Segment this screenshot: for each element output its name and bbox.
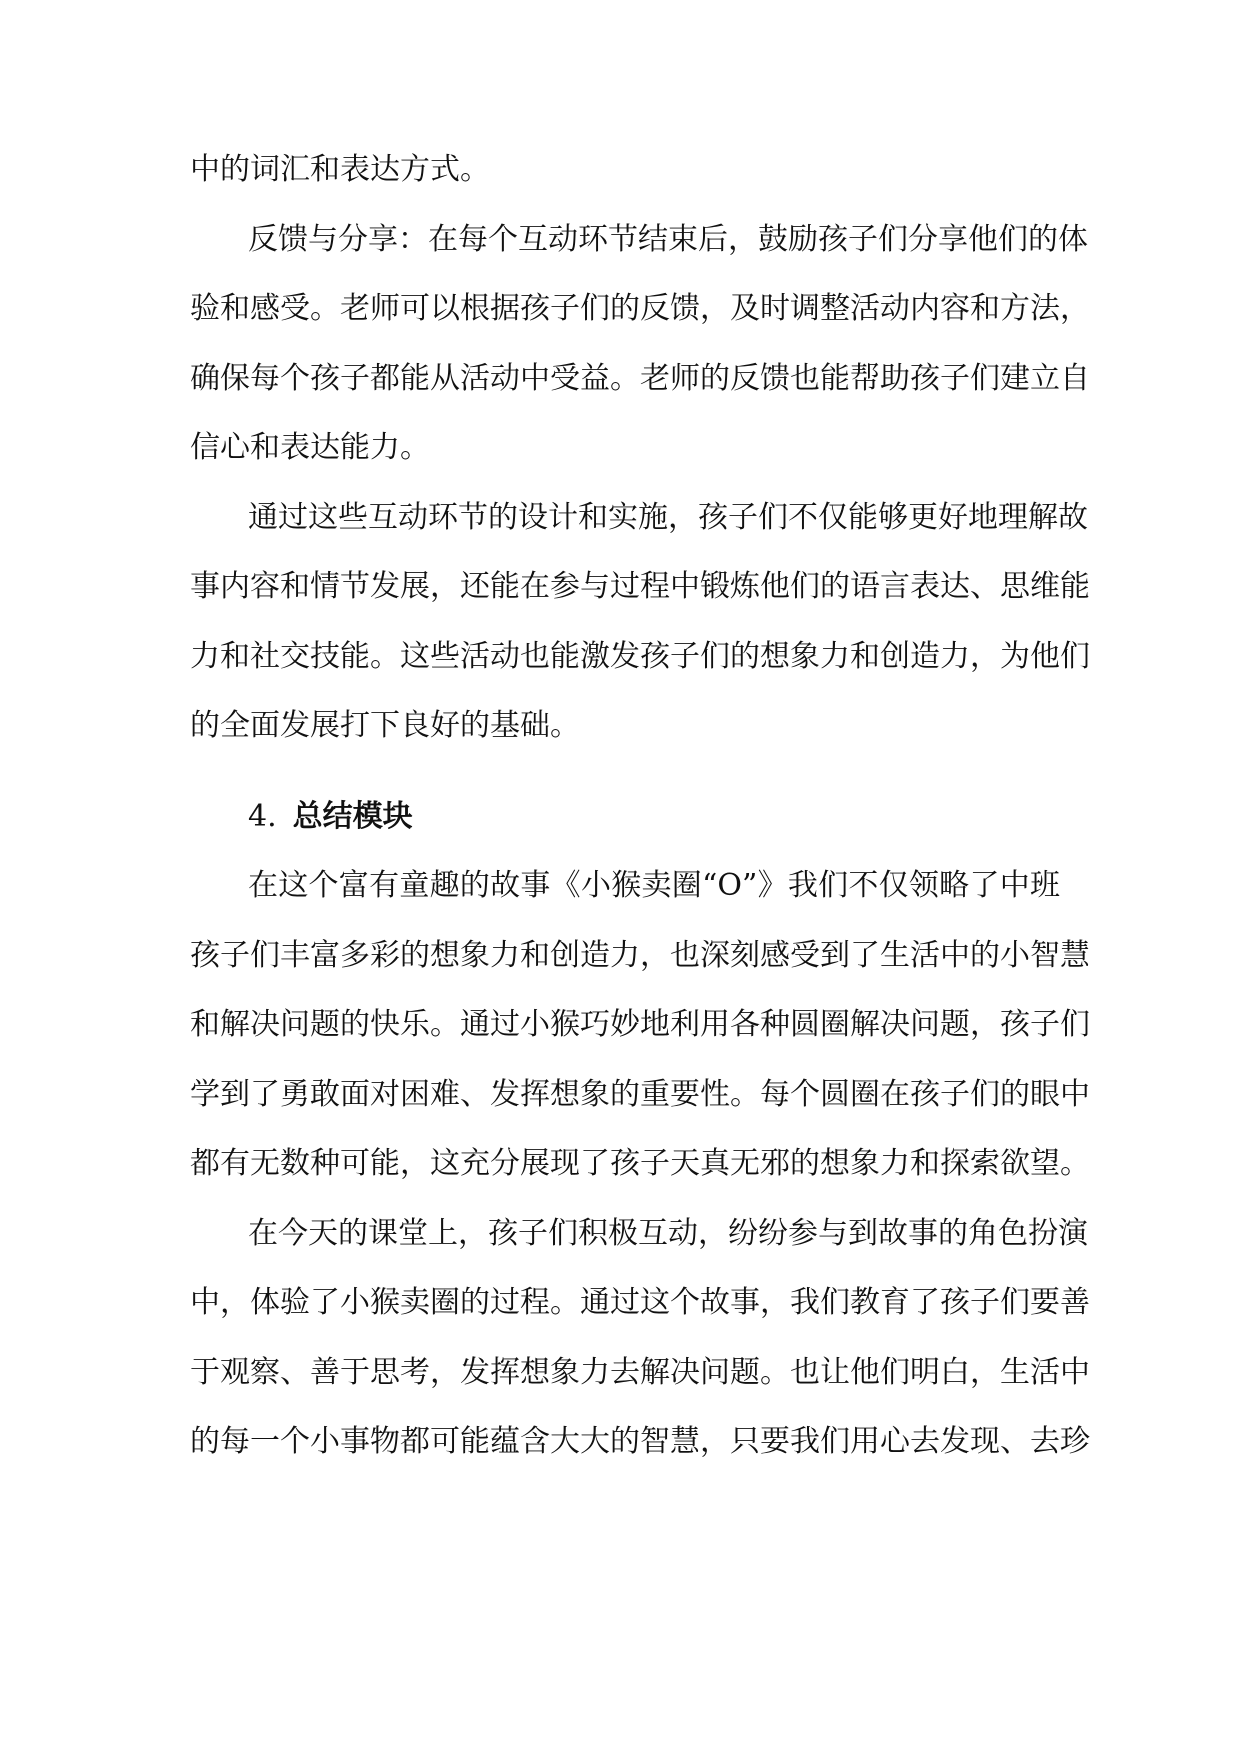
paragraph-line: 学到了勇敢面对困难、发挥想象的重要性。每个圆圈在孩子们的眼中 [190,1077,1090,1112]
paragraph-line: 确保每个孩子都能从活动中受益。老师的反馈也能帮助孩子们建立自 [190,361,1090,396]
paragraph-line: 信心和表达能力。 [190,430,430,465]
paragraph-line: 中的词汇和表达方式。 [190,152,490,187]
paragraph-line: 反馈与分享：在每个互动环节结束后，鼓励孩子们分享他们的体 [248,222,1088,257]
paragraph-line: 于观察、善于思考，发挥想象力去解决问题。也让他们明白，生活中 [190,1355,1090,1390]
section-title: 总结模块 [292,799,413,834]
paragraph-line: 都有无数种可能，这充分展现了孩子天真无邪的想象力和探索欲望。 [190,1146,1090,1181]
paragraph-line: 在今天的课堂上，孩子们积极互动，纷纷参与到故事的角色扮演 [248,1216,1088,1251]
paragraph-line: 中，体验了小猴卖圈的过程。通过这个故事，我们教育了孩子们要善 [190,1285,1090,1320]
paragraph-line: 通过这些互动环节的设计和实施，孩子们不仅能够更好地理解故 [248,500,1088,535]
paragraph-line: 验和感受。老师可以根据孩子们的反馈，及时调整活动内容和方法， [190,291,1090,326]
section-heading [248,787,648,847]
paragraph-line: 在这个富有童趣的故事《小猴卖圈“O”》我们不仅领略了中班 [248,868,1060,903]
paragraph-line: 的全面发展打下良好的基础。 [190,708,580,743]
section-number: 4. [248,799,277,834]
paragraph-line: 事内容和情节发展，还能在参与过程中锻炼他们的语言表达、思维能 [190,569,1090,604]
paragraph-line: 和解决问题的快乐。通过小猴巧妙地利用各种圆圈解决问题，孩子们 [190,1007,1090,1042]
paragraph-line: 力和社交技能。这些活动也能激发孩子们的想象力和创造力，为他们 [190,639,1090,674]
paragraph-line: 的每一个小事物都可能蕴含大大的智慧，只要我们用心去发现、去珍 [190,1424,1090,1459]
paragraph-line: 孩子们丰富多彩的想象力和创造力，也深刻感受到了生活中的小智慧 [190,938,1090,973]
